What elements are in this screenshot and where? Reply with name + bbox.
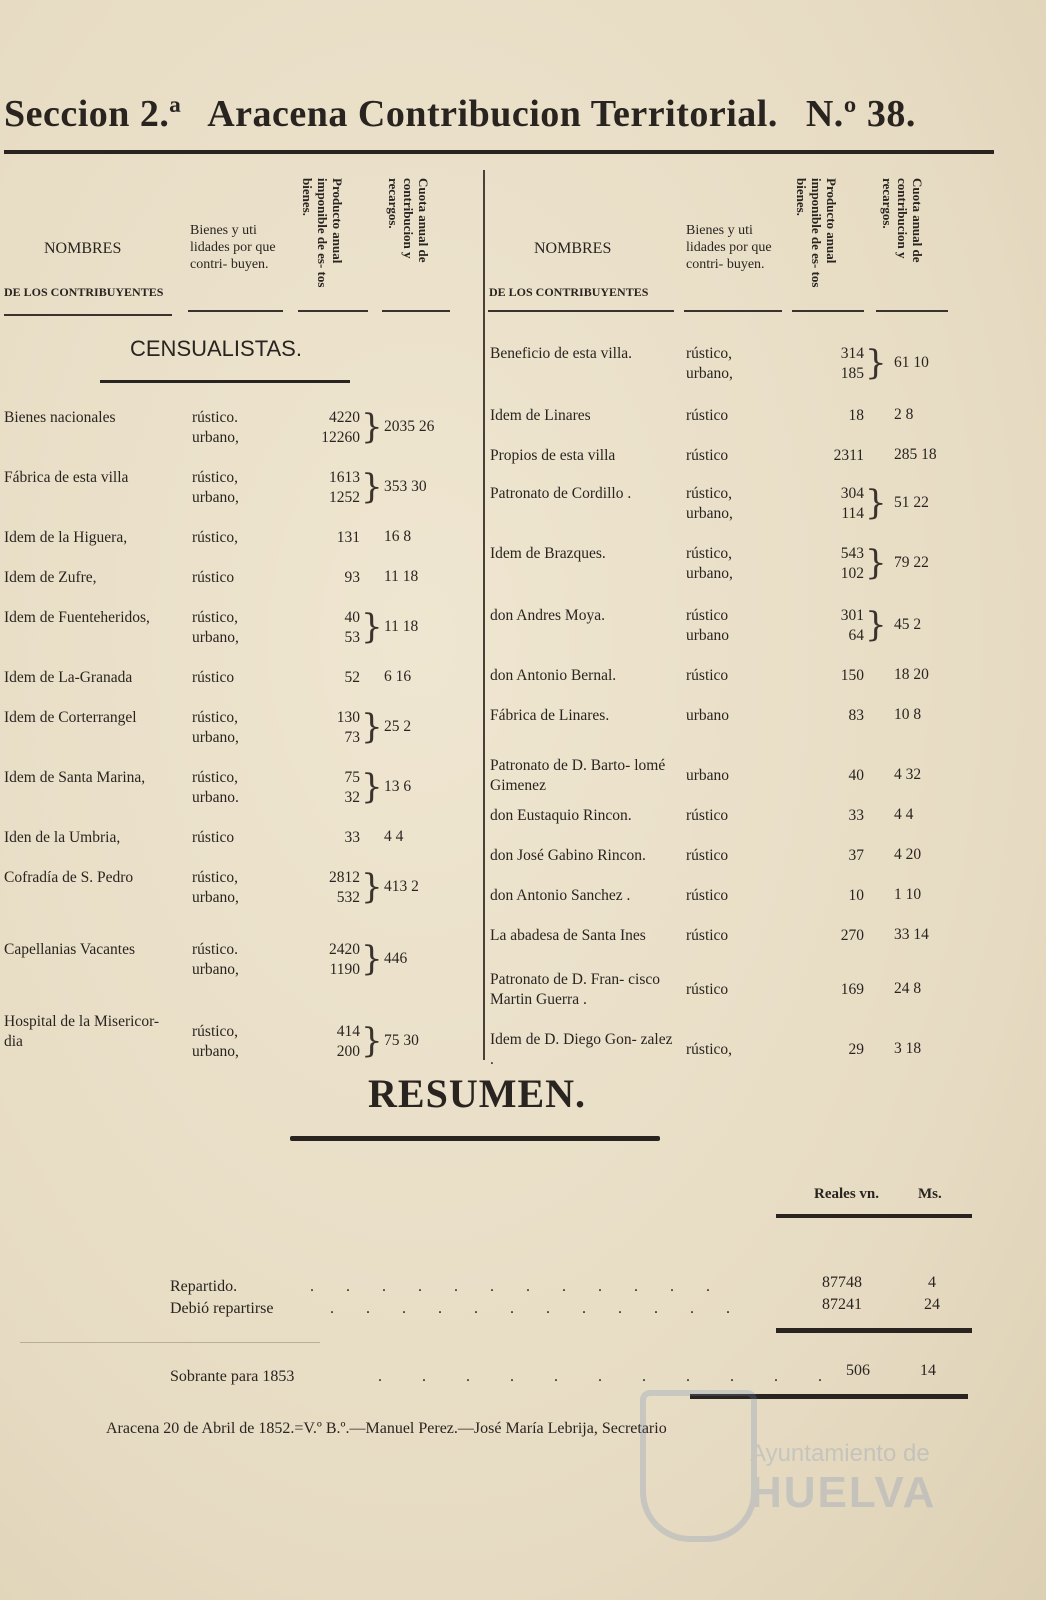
resumen-rule [290, 1136, 660, 1141]
resumen-row-ms: 24 [924, 1296, 940, 1313]
property-type: rústico, [192, 1023, 239, 1040]
header-cuota-left: Cuota anual de contribucion y recargos. [386, 178, 431, 263]
property-type: urbano, [686, 505, 733, 522]
sobrante-label: Sobrante para 1853 [170, 1368, 295, 1385]
annual-quota: 2 8 [894, 406, 914, 423]
annual-quota: 2035 26 [384, 418, 435, 435]
annual-product: 532 [336, 889, 360, 906]
resumen-row-label: Repartido. [170, 1278, 238, 1295]
property-type: rústico [686, 847, 729, 864]
contributor-name: Fábrica de esta villa [4, 469, 129, 486]
contributor-name: Idem de Corterrangel [4, 709, 137, 726]
resumen-col-reales: Reales vn. [814, 1186, 879, 1202]
contributor-name: don Eustaquio Rincon. [490, 807, 632, 824]
annual-product: 75 [344, 769, 360, 786]
annual-product: 33 [344, 829, 360, 846]
leader-dots: . . . . . . . . . . . [378, 1368, 840, 1385]
contributor-name: Idem de Linares [490, 407, 591, 424]
annual-quota: 18 20 [894, 666, 929, 683]
annual-product: 12260 [321, 429, 360, 446]
property-type: rústico [686, 981, 729, 998]
property-type: rústico, [192, 529, 239, 546]
header-rule [876, 310, 948, 312]
property-type: rústico [686, 447, 729, 464]
header-rule [4, 314, 172, 316]
property-type: rústico [686, 887, 729, 904]
annual-quota: 33 14 [894, 926, 929, 943]
property-type: urbano, [192, 489, 239, 506]
annual-product: 40 [848, 767, 864, 784]
property-type: urbano [686, 767, 730, 784]
annual-quota: 1 10 [894, 886, 922, 903]
contributor-name: don Antonio Bernal. [490, 667, 617, 684]
annual-quota: 25 2 [384, 718, 412, 735]
annual-product: 32 [344, 789, 360, 806]
annual-product: 73 [344, 729, 360, 746]
property-type: rústico, [192, 709, 239, 726]
contributor-name: Idem de La-Granada [4, 669, 133, 686]
header-rule [792, 310, 864, 312]
annual-product: 1613 [329, 469, 360, 486]
annual-product: 33 [848, 807, 864, 824]
brace-mark: } [361, 1021, 383, 1061]
annual-quota: 16 8 [384, 528, 412, 545]
property-type: rústico. [192, 409, 239, 426]
property-type: rústico, [192, 469, 239, 486]
contributor-name: Hospital de la Misericor- dia [4, 1013, 160, 1050]
annual-product: 4220 [329, 409, 360, 426]
header-rule [488, 310, 674, 312]
annual-product: 10 [848, 887, 864, 904]
property-type: rústico [686, 607, 729, 624]
header-rule [298, 310, 368, 312]
annual-quota: 11 18 [384, 618, 419, 635]
annual-quota: 10 8 [894, 706, 922, 723]
annual-product: 304 [840, 485, 864, 502]
property-type: rústico. [192, 941, 239, 958]
annual-product: 314 [840, 345, 864, 362]
contributor-name: Idem de Santa Marina, [4, 769, 146, 786]
property-type: rústico, [192, 869, 239, 886]
contributor-name: Fábrica de Linares. [490, 707, 610, 724]
header-de-los-left: DE LOS CONTRIBUYENTES [4, 285, 164, 299]
annual-quota: 413 2 [384, 878, 419, 895]
contributor-name: Capellanias Vacantes [4, 941, 135, 958]
resumen-row-ms: 4 [928, 1274, 936, 1291]
annual-product: 52 [344, 669, 360, 686]
brace-mark: } [361, 867, 383, 907]
contributor-name: don Antonio Sanchez . [490, 887, 631, 904]
contributor-name: Cofradía de S. Pedro [4, 869, 134, 886]
property-type: urbano, [686, 365, 733, 382]
annual-product: 131 [336, 529, 360, 546]
annual-product: 114 [841, 505, 864, 522]
contributor-name: Patronato de Cordillo . [490, 485, 632, 502]
annual-product: 169 [840, 981, 864, 998]
annual-product: 2311 [833, 447, 864, 464]
watermark-line1: Ayuntamiento de [750, 1440, 930, 1467]
annual-product: 29 [848, 1041, 864, 1058]
property-type: rústico [686, 807, 729, 824]
property-type: urbano, [192, 961, 239, 978]
shield-icon [640, 1390, 757, 1542]
header-cuota-right: Cuota anual de contribucion y recargos. [880, 178, 925, 263]
annual-quota: 45 2 [894, 616, 922, 633]
resumen-row-reales: 87241 [822, 1296, 862, 1313]
contributor-name: don José Gabino Rincon. [490, 847, 646, 864]
annual-product: 93 [344, 569, 360, 586]
annual-quota: 3 18 [894, 1040, 922, 1057]
annual-quota: 11 18 [384, 568, 419, 585]
annual-quota: 13 6 [384, 778, 412, 795]
contributor-name: Bienes nacionales [4, 409, 116, 426]
brace-mark: } [361, 407, 383, 447]
contributor-name: don Andres Moya. [490, 607, 605, 624]
property-type: urbano [686, 707, 730, 724]
seccion-label: Seccion 2.ª [4, 93, 182, 135]
contributor-name: Iden de la Umbria, [4, 829, 121, 846]
annual-quota: 4 4 [894, 806, 914, 823]
property-type: urbano, [192, 629, 239, 646]
header-nombres-right: NOMBRES [534, 240, 612, 257]
property-type: rústico [686, 927, 729, 944]
column-divider [483, 170, 485, 1060]
watermark-line2: HUELVA [750, 1468, 937, 1517]
header-rule [684, 310, 782, 312]
annual-quota: 79 22 [894, 554, 929, 571]
faded-rule [20, 1342, 320, 1343]
brace-mark: } [865, 343, 887, 383]
numero-label: N.º 38. [805, 93, 916, 135]
property-type: urbano, [192, 729, 239, 746]
brace-mark: } [361, 707, 383, 747]
annual-product: 150 [840, 667, 864, 684]
property-type: rústico [686, 667, 729, 684]
contributor-name: Beneficio de esta villa. [490, 345, 633, 362]
property-type: urbano, [192, 889, 239, 906]
property-type: urbano [686, 627, 730, 644]
property-type: rústico, [686, 345, 733, 362]
annual-quota: 6 16 [384, 668, 412, 685]
contributor-name: Idem de D. Diego Gon- zalez . [490, 1031, 673, 1068]
contributor-name: Idem de Fuenteheridos, [4, 609, 150, 626]
annual-product: 40 [344, 609, 360, 626]
property-type: rústico, [686, 545, 733, 562]
annual-product: 200 [336, 1043, 360, 1060]
annual-quota: 353 30 [384, 478, 427, 495]
resumen-row-reales: 87748 [822, 1274, 862, 1291]
annual-quota: 4 20 [894, 846, 922, 863]
sobrante-reales: 506 [846, 1362, 870, 1379]
brace-mark: } [361, 607, 383, 647]
annual-quota: 51 22 [894, 494, 929, 511]
header-producto-right: Producto anual imponible de es- tos bienes. [794, 178, 839, 288]
header-rule [382, 310, 450, 312]
annual-quota: 61 10 [894, 354, 929, 371]
property-type: rústico, [192, 769, 239, 786]
annual-product: 270 [840, 927, 864, 944]
contributor-name: Patronato de D. Barto- lomé Gimenez [490, 757, 666, 794]
annual-product: 2812 [329, 869, 360, 886]
contributor-name: Idem de Zufre, [4, 569, 97, 586]
header-bienes-right: Bienes y uti lidades por que contri- buyen. [686, 223, 772, 272]
contributor-name: Idem de la Higuera, [4, 529, 128, 546]
property-type: rústico [192, 829, 235, 846]
annual-product: 102 [840, 565, 864, 582]
property-type: urbano, [192, 429, 239, 446]
brace-mark: } [865, 483, 887, 523]
annual-product: 301 [840, 607, 864, 624]
brace-mark: } [361, 467, 383, 507]
header-producto-left: Producto anual imponible de es- tos bienes. [300, 178, 345, 288]
annual-product: 2420 [329, 941, 360, 958]
contributor-name: Patronato de D. Fran- cisco Martin Guerra . [490, 971, 661, 1008]
leader-dots: . . . . . . . . . . . . [310, 1278, 724, 1295]
header-rule [188, 310, 283, 312]
annual-quota: 285 18 [894, 446, 937, 463]
property-type: rústico [686, 407, 729, 424]
resumen-title: RESUMEN. [368, 1071, 587, 1116]
header-nombres-left: NOMBRES [44, 240, 122, 257]
property-type: urbano. [192, 789, 239, 806]
title-rule [4, 150, 994, 154]
brace-mark: } [865, 605, 887, 645]
footer-signature-line: Aracena 20 de Abril de 1852.=V.º B.º.—Manuel Perez.—José María Lebrija, Secretario [106, 1420, 667, 1437]
resumen-header-rule [776, 1214, 972, 1218]
property-type: rústico [192, 569, 235, 586]
resumen-col-ms: Ms. [918, 1186, 942, 1202]
annual-product: 64 [848, 627, 864, 644]
annual-quota: 446 [384, 950, 408, 967]
property-type: rústico [192, 669, 235, 686]
annual-product: 37 [848, 847, 864, 864]
annual-quota: 24 8 [894, 980, 922, 997]
annual-product: 414 [336, 1023, 360, 1040]
property-type: rústico, [686, 1041, 733, 1058]
brace-mark: } [865, 543, 887, 583]
archive-watermark [640, 1380, 940, 1550]
annual-product: 1252 [329, 489, 360, 506]
contributor-name: Propios de esta villa [490, 447, 616, 464]
annual-product: 18 [848, 407, 864, 424]
annual-quota: 4 4 [384, 828, 404, 845]
leader-dots: . . . . . . . . . . . . [330, 1300, 744, 1317]
contributor-name: Idem de Brazques. [490, 545, 606, 562]
annual-quota: 4 32 [894, 766, 922, 783]
annual-product: 185 [840, 365, 864, 382]
contributor-name: La abadesa de Santa Ines [490, 927, 646, 944]
annual-product: 130 [336, 709, 360, 726]
property-type: urbano, [192, 1043, 239, 1060]
property-type: rústico, [192, 609, 239, 626]
section-title-censualistas: CENSUALISTAS. [130, 336, 302, 361]
header-de-los-right: DE LOS CONTRIBUYENTES [489, 285, 649, 299]
resumen-sum-rule [776, 1328, 972, 1333]
annual-product: 53 [344, 629, 360, 646]
brace-mark: } [361, 767, 383, 807]
property-type: urbano, [686, 565, 733, 582]
annual-product: 83 [848, 707, 864, 724]
section-rule [100, 380, 350, 383]
annual-quota: 75 30 [384, 1032, 419, 1049]
property-type: rústico, [686, 485, 733, 502]
sobrante-ms: 14 [920, 1362, 936, 1379]
title-text: Aracena Contribucion Territorial. [207, 93, 778, 135]
annual-product: 543 [840, 545, 864, 562]
annual-product: 1190 [329, 961, 360, 978]
header-bienes-left: Bienes y uti lidades por que contri- buyen. [190, 223, 276, 272]
resumen-row-label: Debió repartirse [170, 1300, 274, 1317]
page-title [4, 92, 1004, 136]
brace-mark: } [361, 939, 383, 979]
